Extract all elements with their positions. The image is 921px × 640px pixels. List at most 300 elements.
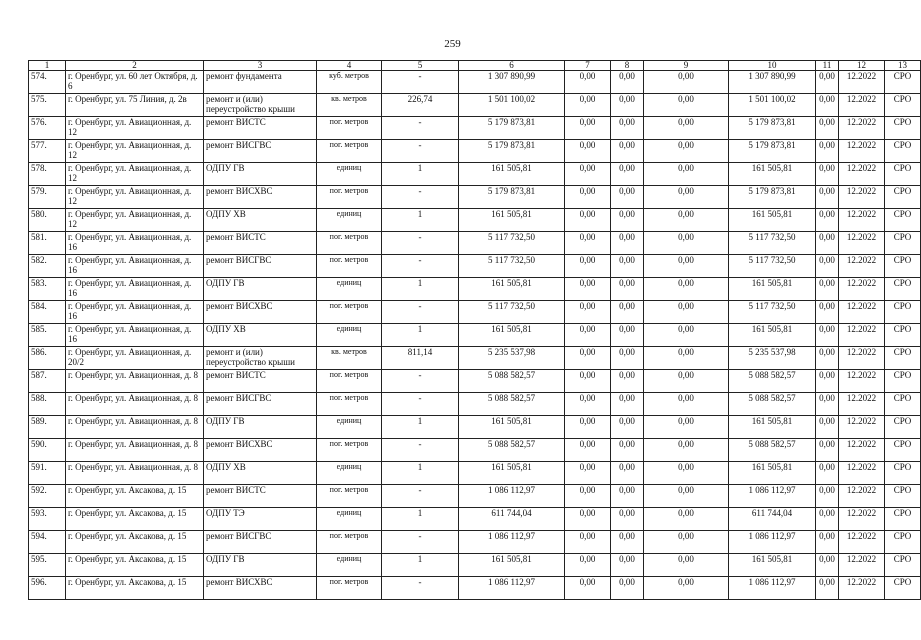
funding-source-cell: СРО [885, 577, 921, 600]
col7-value-cell: 0,00 [565, 94, 611, 117]
row-number: 582. [29, 255, 66, 278]
col8-value-cell: 0,00 [611, 324, 644, 347]
address-cell: г. Оренбург, ул. 60 лет Октября, д. 6 [66, 71, 204, 94]
col8-value-cell: 0,00 [611, 301, 644, 324]
total-cost-cell: 161 505,81 [459, 324, 565, 347]
col8-value-cell: 0,00 [611, 416, 644, 439]
quantity-cell: - [382, 255, 459, 278]
quantity-cell: - [382, 577, 459, 600]
completion-date-cell: 12.2022 [839, 278, 885, 301]
col9-value-cell: 0,00 [644, 439, 729, 462]
column-header: 8 [611, 61, 644, 71]
col11-value-cell: 0,00 [816, 232, 839, 255]
quantity-cell: 811,14 [382, 347, 459, 370]
total-cost-cell: 5 179 873,81 [459, 140, 565, 163]
unit-cell: единиц [317, 324, 382, 347]
work-type-cell: ОДПУ ХВ [204, 324, 317, 347]
col8-value-cell: 0,00 [611, 370, 644, 393]
unit-cell: кв. метров [317, 347, 382, 370]
col9-value-cell: 0,00 [644, 347, 729, 370]
quantity-cell: 1 [382, 508, 459, 531]
completion-date-cell: 12.2022 [839, 531, 885, 554]
col10-value-cell: 5 088 582,57 [729, 370, 816, 393]
col8-value-cell: 0,00 [611, 485, 644, 508]
completion-date-cell: 12.2022 [839, 577, 885, 600]
work-type-cell: ОДПУ ХВ [204, 462, 317, 485]
funding-source-cell: СРО [885, 347, 921, 370]
col7-value-cell: 0,00 [565, 347, 611, 370]
table-row [29, 485, 921, 508]
col7-value-cell: 0,00 [565, 462, 611, 485]
column-number-row [29, 61, 921, 71]
col7-value-cell: 0,00 [565, 186, 611, 209]
funding-source-cell: СРО [885, 531, 921, 554]
col7-value-cell: 0,00 [565, 117, 611, 140]
address-cell: г. Оренбург, ул. Авиационная, д. 12 [66, 140, 204, 163]
col9-value-cell: 0,00 [644, 232, 729, 255]
work-type-cell: ремонт и (или) переустройство крыши [204, 94, 317, 117]
unit-cell: пог. метров [317, 301, 382, 324]
col7-value-cell: 0,00 [565, 370, 611, 393]
quantity-cell: - [382, 439, 459, 462]
col8-value-cell: 0,00 [611, 462, 644, 485]
col10-value-cell: 611 744,04 [729, 508, 816, 531]
address-cell: г. Оренбург, ул. Авиационная, д. 12 [66, 163, 204, 186]
total-cost-cell: 5 088 582,57 [459, 393, 565, 416]
col9-value-cell: 0,00 [644, 278, 729, 301]
col11-value-cell: 0,00 [816, 508, 839, 531]
unit-cell: единиц [317, 416, 382, 439]
total-cost-cell: 5 117 732,50 [459, 255, 565, 278]
row-number: 577. [29, 140, 66, 163]
completion-date-cell: 12.2022 [839, 209, 885, 232]
total-cost-cell: 161 505,81 [459, 416, 565, 439]
table-row [29, 462, 921, 485]
col11-value-cell: 0,00 [816, 71, 839, 94]
col10-value-cell: 5 117 732,50 [729, 301, 816, 324]
col7-value-cell: 0,00 [565, 416, 611, 439]
col8-value-cell: 0,00 [611, 347, 644, 370]
row-number: 581. [29, 232, 66, 255]
unit-cell: пог. метров [317, 531, 382, 554]
quantity-cell: - [382, 531, 459, 554]
completion-date-cell: 12.2022 [839, 439, 885, 462]
quantity-cell: 1 [382, 416, 459, 439]
column-header: 11 [816, 61, 839, 71]
funding-source-cell: СРО [885, 163, 921, 186]
row-number: 583. [29, 278, 66, 301]
total-cost-cell: 1 086 112,97 [459, 485, 565, 508]
completion-date-cell: 12.2022 [839, 301, 885, 324]
total-cost-cell: 1 086 112,97 [459, 531, 565, 554]
table-row [29, 370, 921, 393]
completion-date-cell: 12.2022 [839, 485, 885, 508]
address-cell: г. Оренбург, ул. Авиационная, д. 8 [66, 416, 204, 439]
col8-value-cell: 0,00 [611, 577, 644, 600]
row-number: 578. [29, 163, 66, 186]
col7-value-cell: 0,00 [565, 393, 611, 416]
col10-value-cell: 161 505,81 [729, 416, 816, 439]
col9-value-cell: 0,00 [644, 324, 729, 347]
funding-source-cell: СРО [885, 508, 921, 531]
col7-value-cell: 0,00 [565, 140, 611, 163]
address-cell: г. Оренбург, ул. Аксакова, д. 15 [66, 531, 204, 554]
col11-value-cell: 0,00 [816, 347, 839, 370]
funding-source-cell: СРО [885, 209, 921, 232]
repair-register-table [28, 60, 921, 600]
table-row [29, 71, 921, 94]
page-number: 259 [444, 38, 461, 50]
completion-date-cell: 12.2022 [839, 554, 885, 577]
total-cost-cell: 161 505,81 [459, 209, 565, 232]
col11-value-cell: 0,00 [816, 324, 839, 347]
funding-source-cell: СРО [885, 416, 921, 439]
total-cost-cell: 611 744,04 [459, 508, 565, 531]
total-cost-cell: 5 117 732,50 [459, 232, 565, 255]
unit-cell: пог. метров [317, 117, 382, 140]
work-type-cell: ОДПУ ХВ [204, 209, 317, 232]
col9-value-cell: 0,00 [644, 393, 729, 416]
col10-value-cell: 161 505,81 [729, 324, 816, 347]
col11-value-cell: 0,00 [816, 370, 839, 393]
funding-source-cell: СРО [885, 278, 921, 301]
col7-value-cell: 0,00 [565, 163, 611, 186]
work-type-cell: ремонт фундамента [204, 71, 317, 94]
col8-value-cell: 0,00 [611, 117, 644, 140]
row-number: 590. [29, 439, 66, 462]
col8-value-cell: 0,00 [611, 140, 644, 163]
col9-value-cell: 0,00 [644, 462, 729, 485]
col9-value-cell: 0,00 [644, 531, 729, 554]
col9-value-cell: 0,00 [644, 117, 729, 140]
col9-value-cell: 0,00 [644, 508, 729, 531]
col11-value-cell: 0,00 [816, 416, 839, 439]
col9-value-cell: 0,00 [644, 485, 729, 508]
col11-value-cell: 0,00 [816, 462, 839, 485]
row-number: 593. [29, 508, 66, 531]
unit-cell: единиц [317, 209, 382, 232]
work-type-cell: ремонт ВИСТС [204, 370, 317, 393]
table-row [29, 508, 921, 531]
col7-value-cell: 0,00 [565, 255, 611, 278]
work-type-cell: ремонт и (или) переустройство крыши [204, 347, 317, 370]
row-number: 579. [29, 186, 66, 209]
completion-date-cell: 12.2022 [839, 163, 885, 186]
address-cell: г. Оренбург, ул. Авиационная, д. 12 [66, 117, 204, 140]
col11-value-cell: 0,00 [816, 140, 839, 163]
col9-value-cell: 0,00 [644, 71, 729, 94]
unit-cell: единиц [317, 278, 382, 301]
table-row [29, 278, 921, 301]
table-body [29, 71, 921, 600]
column-header: 13 [885, 61, 921, 71]
column-header: 1 [29, 61, 66, 71]
col10-value-cell: 5 179 873,81 [729, 140, 816, 163]
work-type-cell: ремонт ВИСТС [204, 232, 317, 255]
col11-value-cell: 0,00 [816, 117, 839, 140]
address-cell: г. Оренбург, ул. Авиационная, д. 8 [66, 439, 204, 462]
col8-value-cell: 0,00 [611, 393, 644, 416]
quantity-cell: 1 [382, 278, 459, 301]
total-cost-cell: 161 505,81 [459, 163, 565, 186]
col7-value-cell: 0,00 [565, 324, 611, 347]
col8-value-cell: 0,00 [611, 186, 644, 209]
col8-value-cell: 0,00 [611, 278, 644, 301]
table-row [29, 554, 921, 577]
column-header: 4 [317, 61, 382, 71]
col9-value-cell: 0,00 [644, 163, 729, 186]
col8-value-cell: 0,00 [611, 554, 644, 577]
address-cell: г. Оренбург, ул. Авиационная, д. 16 [66, 255, 204, 278]
unit-cell: единиц [317, 554, 382, 577]
row-number: 592. [29, 485, 66, 508]
quantity-cell: 1 [382, 163, 459, 186]
col10-value-cell: 1 501 100,02 [729, 94, 816, 117]
completion-date-cell: 12.2022 [839, 140, 885, 163]
funding-source-cell: СРО [885, 232, 921, 255]
address-cell: г. Оренбург, ул. Авиационная, д. 12 [66, 186, 204, 209]
col11-value-cell: 0,00 [816, 186, 839, 209]
work-type-cell: ремонт ВИСХВС [204, 439, 317, 462]
total-cost-cell: 5 179 873,81 [459, 117, 565, 140]
funding-source-cell: СРО [885, 301, 921, 324]
unit-cell: пог. метров [317, 140, 382, 163]
address-cell: г. Оренбург, ул. Аксакова, д. 15 [66, 577, 204, 600]
quantity-cell: - [382, 393, 459, 416]
address-cell: г. Оренбург, ул. 75 Линия, д. 2в [66, 94, 204, 117]
table-row [29, 577, 921, 600]
col9-value-cell: 0,00 [644, 416, 729, 439]
col9-value-cell: 0,00 [644, 94, 729, 117]
column-header: 3 [204, 61, 317, 71]
completion-date-cell: 12.2022 [839, 232, 885, 255]
total-cost-cell: 161 505,81 [459, 462, 565, 485]
col11-value-cell: 0,00 [816, 485, 839, 508]
address-cell: г. Оренбург, ул. Аксакова, д. 15 [66, 485, 204, 508]
work-type-cell: ремонт ВИСГВС [204, 140, 317, 163]
funding-source-cell: СРО [885, 186, 921, 209]
col8-value-cell: 0,00 [611, 163, 644, 186]
col11-value-cell: 0,00 [816, 301, 839, 324]
quantity-cell: - [382, 71, 459, 94]
col7-value-cell: 0,00 [565, 554, 611, 577]
unit-cell: пог. метров [317, 370, 382, 393]
funding-source-cell: СРО [885, 140, 921, 163]
col7-value-cell: 0,00 [565, 485, 611, 508]
total-cost-cell: 161 505,81 [459, 278, 565, 301]
work-type-cell: ремонт ВИСХВС [204, 301, 317, 324]
work-type-cell: ОДПУ ТЭ [204, 508, 317, 531]
completion-date-cell: 12.2022 [839, 416, 885, 439]
table-row [29, 140, 921, 163]
total-cost-cell: 5 117 732,50 [459, 301, 565, 324]
col11-value-cell: 0,00 [816, 554, 839, 577]
completion-date-cell: 12.2022 [839, 462, 885, 485]
total-cost-cell: 1 307 890,99 [459, 71, 565, 94]
completion-date-cell: 12.2022 [839, 94, 885, 117]
table-row [29, 186, 921, 209]
col9-value-cell: 0,00 [644, 255, 729, 278]
unit-cell: пог. метров [317, 485, 382, 508]
col8-value-cell: 0,00 [611, 209, 644, 232]
col7-value-cell: 0,00 [565, 508, 611, 531]
col10-value-cell: 1 086 112,97 [729, 531, 816, 554]
unit-cell: куб. метров [317, 71, 382, 94]
work-type-cell: ремонт ВИСГВС [204, 393, 317, 416]
column-header: 6 [459, 61, 565, 71]
col11-value-cell: 0,00 [816, 255, 839, 278]
column-header: 9 [644, 61, 729, 71]
col10-value-cell: 5 179 873,81 [729, 117, 816, 140]
address-cell: г. Оренбург, ул. Авиационная, д. 16 [66, 324, 204, 347]
row-number: 575. [29, 94, 66, 117]
funding-source-cell: СРО [885, 94, 921, 117]
table-row [29, 163, 921, 186]
quantity-cell: - [382, 485, 459, 508]
col10-value-cell: 161 505,81 [729, 554, 816, 577]
work-type-cell: ОДПУ ГВ [204, 416, 317, 439]
table-row [29, 301, 921, 324]
row-number: 594. [29, 531, 66, 554]
col8-value-cell: 0,00 [611, 508, 644, 531]
work-type-cell: ремонт ВИСГВС [204, 255, 317, 278]
col11-value-cell: 0,00 [816, 531, 839, 554]
row-number: 589. [29, 416, 66, 439]
completion-date-cell: 12.2022 [839, 71, 885, 94]
quantity-cell: - [382, 370, 459, 393]
col7-value-cell: 0,00 [565, 531, 611, 554]
completion-date-cell: 12.2022 [839, 393, 885, 416]
quantity-cell: - [382, 117, 459, 140]
total-cost-cell: 5 179 873,81 [459, 186, 565, 209]
col10-value-cell: 5 088 582,57 [729, 439, 816, 462]
col11-value-cell: 0,00 [816, 393, 839, 416]
address-cell: г. Оренбург, ул. Аксакова, д. 15 [66, 508, 204, 531]
completion-date-cell: 12.2022 [839, 370, 885, 393]
quantity-cell: - [382, 186, 459, 209]
unit-cell: единиц [317, 163, 382, 186]
col10-value-cell: 5 117 732,50 [729, 232, 816, 255]
funding-source-cell: СРО [885, 324, 921, 347]
col8-value-cell: 0,00 [611, 439, 644, 462]
row-number: 595. [29, 554, 66, 577]
col7-value-cell: 0,00 [565, 209, 611, 232]
col9-value-cell: 0,00 [644, 301, 729, 324]
address-cell: г. Оренбург, ул. Авиационная, д. 8 [66, 370, 204, 393]
quantity-cell: - [382, 140, 459, 163]
table-row [29, 117, 921, 140]
table-row [29, 209, 921, 232]
col11-value-cell: 0,00 [816, 209, 839, 232]
funding-source-cell: СРО [885, 71, 921, 94]
quantity-cell: 226,74 [382, 94, 459, 117]
quantity-cell: 1 [382, 324, 459, 347]
work-type-cell: ОДПУ ГВ [204, 278, 317, 301]
funding-source-cell: СРО [885, 393, 921, 416]
unit-cell: пог. метров [317, 186, 382, 209]
col10-value-cell: 161 505,81 [729, 462, 816, 485]
col11-value-cell: 0,00 [816, 278, 839, 301]
col11-value-cell: 0,00 [816, 577, 839, 600]
col10-value-cell: 5 235 537,98 [729, 347, 816, 370]
unit-cell: кв. метров [317, 94, 382, 117]
col9-value-cell: 0,00 [644, 140, 729, 163]
work-type-cell: ремонт ВИСХВС [204, 577, 317, 600]
col8-value-cell: 0,00 [611, 255, 644, 278]
total-cost-cell: 161 505,81 [459, 554, 565, 577]
col10-value-cell: 161 505,81 [729, 209, 816, 232]
col7-value-cell: 0,00 [565, 439, 611, 462]
col8-value-cell: 0,00 [611, 94, 644, 117]
table-row [29, 324, 921, 347]
col9-value-cell: 0,00 [644, 209, 729, 232]
col7-value-cell: 0,00 [565, 71, 611, 94]
col7-value-cell: 0,00 [565, 278, 611, 301]
col8-value-cell: 0,00 [611, 71, 644, 94]
col9-value-cell: 0,00 [644, 577, 729, 600]
quantity-cell: - [382, 301, 459, 324]
row-number: 580. [29, 209, 66, 232]
funding-source-cell: СРО [885, 117, 921, 140]
address-cell: г. Оренбург, ул. Авиационная, д. 16 [66, 232, 204, 255]
column-header: 12 [839, 61, 885, 71]
row-number: 596. [29, 577, 66, 600]
work-type-cell: ремонт ВИСХВС [204, 186, 317, 209]
completion-date-cell: 12.2022 [839, 186, 885, 209]
work-type-cell: ремонт ВИСГВС [204, 531, 317, 554]
completion-date-cell: 12.2022 [839, 255, 885, 278]
address-cell: г. Оренбург, ул. Авиационная, д. 12 [66, 209, 204, 232]
total-cost-cell: 1 501 100,02 [459, 94, 565, 117]
row-number: 588. [29, 393, 66, 416]
funding-source-cell: СРО [885, 439, 921, 462]
funding-source-cell: СРО [885, 370, 921, 393]
table-row [29, 439, 921, 462]
row-number: 591. [29, 462, 66, 485]
col9-value-cell: 0,00 [644, 186, 729, 209]
table-row [29, 393, 921, 416]
address-cell: г. Оренбург, ул. Авиационная, д. 16 [66, 278, 204, 301]
address-cell: г. Оренбург, ул. Авиационная, д. 8 [66, 393, 204, 416]
unit-cell: пог. метров [317, 577, 382, 600]
unit-cell: единиц [317, 462, 382, 485]
col10-value-cell: 5 088 582,57 [729, 393, 816, 416]
total-cost-cell: 5 235 537,98 [459, 347, 565, 370]
col11-value-cell: 0,00 [816, 163, 839, 186]
row-number: 587. [29, 370, 66, 393]
column-header: 5 [382, 61, 459, 71]
completion-date-cell: 12.2022 [839, 324, 885, 347]
col10-value-cell: 1 086 112,97 [729, 577, 816, 600]
col10-value-cell: 161 505,81 [729, 278, 816, 301]
col7-value-cell: 0,00 [565, 232, 611, 255]
quantity-cell: 1 [382, 554, 459, 577]
col10-value-cell: 5 117 732,50 [729, 255, 816, 278]
table-row [29, 531, 921, 554]
completion-date-cell: 12.2022 [839, 117, 885, 140]
total-cost-cell: 5 088 582,57 [459, 370, 565, 393]
column-header: 10 [729, 61, 816, 71]
funding-source-cell: СРО [885, 462, 921, 485]
col11-value-cell: 0,00 [816, 94, 839, 117]
col10-value-cell: 1 307 890,99 [729, 71, 816, 94]
unit-cell: единиц [317, 508, 382, 531]
col10-value-cell: 161 505,81 [729, 163, 816, 186]
work-type-cell: ремонт ВИСТС [204, 117, 317, 140]
table-row [29, 232, 921, 255]
quantity-cell: 1 [382, 462, 459, 485]
quantity-cell: 1 [382, 209, 459, 232]
